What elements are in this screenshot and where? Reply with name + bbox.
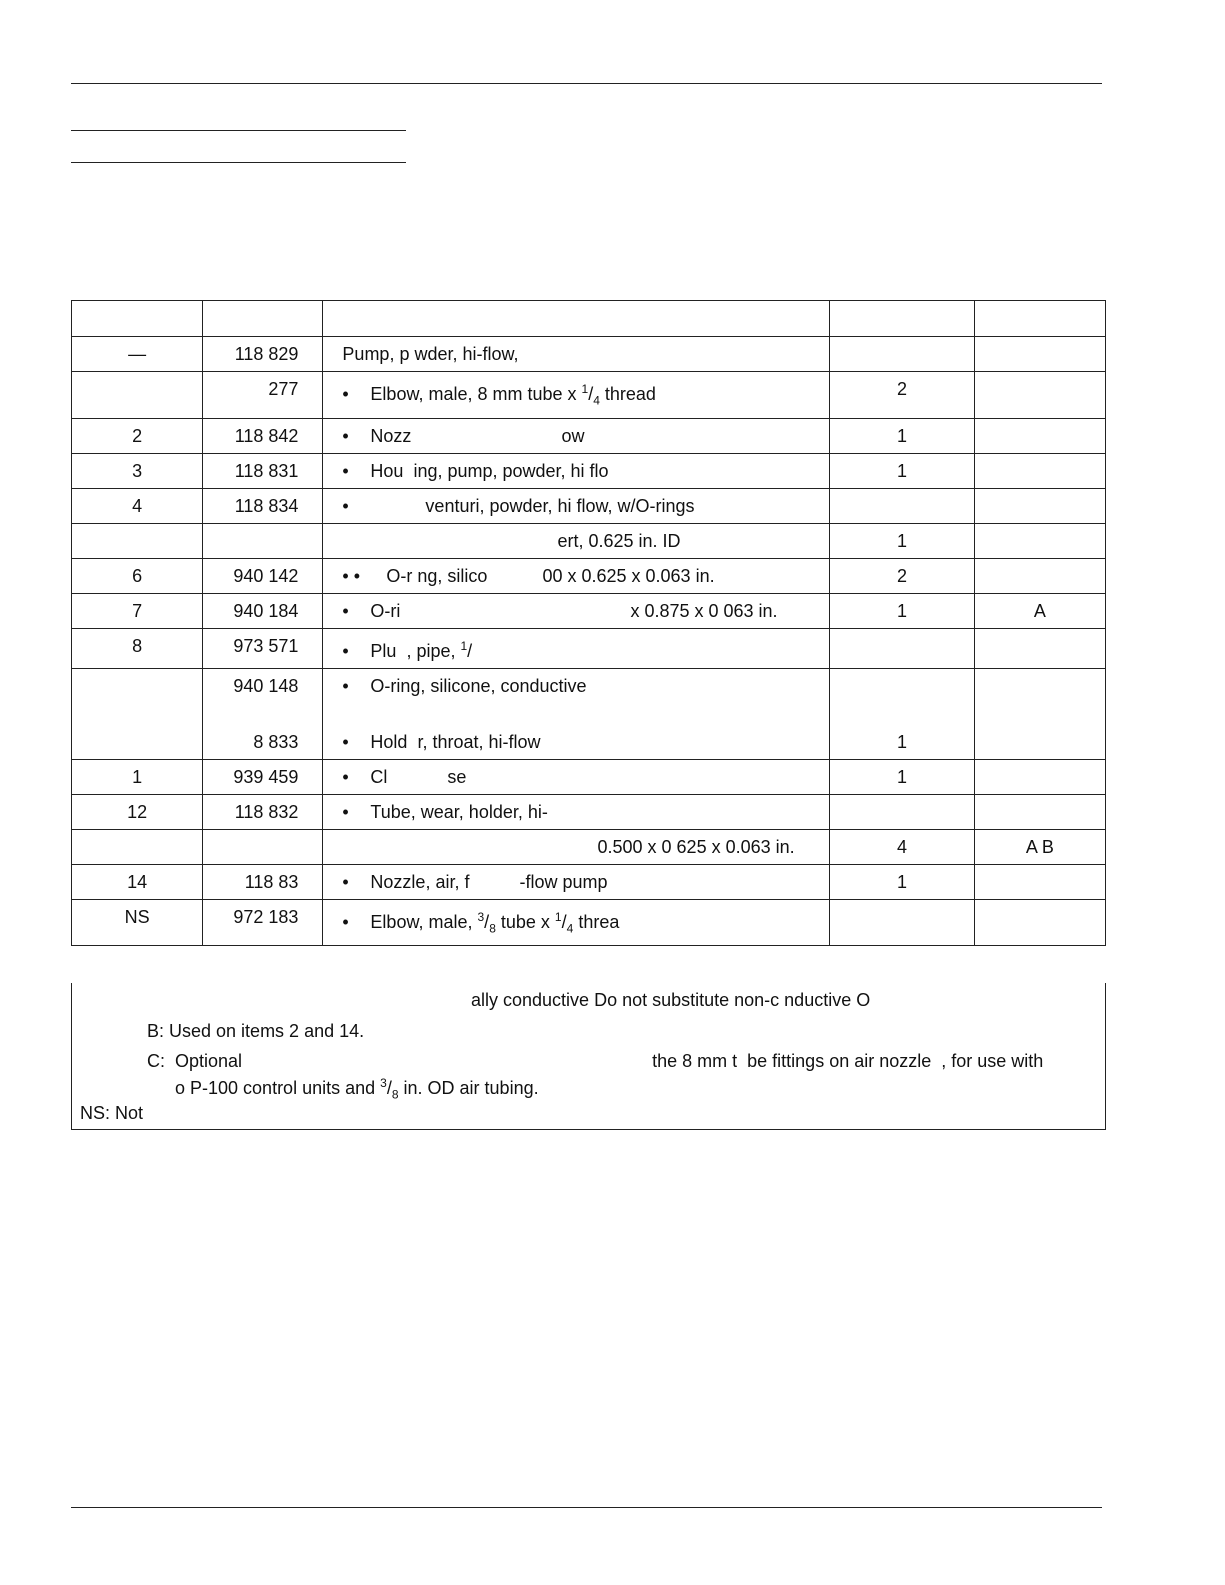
- description-text: 0.500 x 0 625 x 0.063 in.: [342, 836, 795, 857]
- note-ref: [974, 628, 1105, 668]
- table-row: [72, 558, 1106, 593]
- part-number: [203, 523, 323, 558]
- part-description: [323, 418, 830, 453]
- note-ref: [974, 453, 1105, 488]
- part-number: 277: [203, 372, 323, 419]
- part-description: [323, 794, 830, 829]
- table-row: [72, 725, 1106, 760]
- part-description: [323, 488, 830, 523]
- part-number: 940 142: [203, 558, 323, 593]
- item-number: 14: [72, 864, 203, 899]
- description-text: Cl se: [370, 766, 467, 787]
- part-description: [323, 899, 830, 946]
- note-ref: [974, 488, 1105, 523]
- part-number: [203, 829, 323, 864]
- item-number: 4: [72, 488, 203, 523]
- part-number: 8 833: [203, 725, 323, 760]
- description-text: Hold r, throat, hi-flow: [370, 731, 541, 752]
- bullet-icon: •: [342, 425, 349, 446]
- table-row: [72, 759, 1106, 794]
- note-ref: [974, 759, 1105, 794]
- double-bullet-icon: • •: [342, 565, 361, 586]
- item-number: 8: [72, 628, 203, 668]
- table-row: [72, 899, 1106, 946]
- item-number: [72, 725, 203, 760]
- part-number: 940 184: [203, 593, 323, 628]
- note-ref: [974, 794, 1105, 829]
- table-row: [72, 523, 1106, 558]
- table-row: [72, 593, 1106, 628]
- item-number: 7: [72, 593, 203, 628]
- note-ref: [974, 725, 1105, 760]
- part-description: [323, 864, 830, 899]
- description-text: O-ri x 0.875 x 0 063 in.: [370, 600, 778, 621]
- part-description: [323, 668, 830, 725]
- note-ref: [974, 864, 1105, 899]
- bullet-icon: •: [342, 460, 349, 481]
- table-row: [72, 337, 1106, 372]
- part-description: [323, 372, 830, 419]
- bullet-icon: •: [342, 766, 349, 787]
- part-number: 939 459: [203, 759, 323, 794]
- quantity: [830, 794, 974, 829]
- bullet-icon: •: [342, 801, 349, 822]
- header-item: [72, 301, 203, 337]
- bullet-icon: •: [342, 911, 349, 932]
- quantity: [830, 668, 974, 725]
- bullet-icon: •: [342, 600, 349, 621]
- item-number: 12: [72, 794, 203, 829]
- item-number: —: [72, 337, 203, 372]
- quantity: [830, 337, 974, 372]
- part-number: 118 842: [203, 418, 323, 453]
- table-row: [72, 829, 1106, 864]
- quantity: [830, 488, 974, 523]
- quantity: 4: [830, 829, 974, 864]
- item-number: [72, 668, 203, 725]
- quantity: 1: [830, 864, 974, 899]
- note-ref: A: [974, 593, 1105, 628]
- description-text: O-ring, silicone, conductive: [370, 675, 587, 696]
- quantity: 1: [830, 523, 974, 558]
- description-text: Tube, wear, holder, hi-: [370, 801, 548, 822]
- quantity: [830, 899, 974, 946]
- item-number: 1: [72, 759, 203, 794]
- description-text: Hou ing, pump, powder, hi flo: [370, 460, 609, 481]
- part-description: [323, 523, 830, 558]
- part-number: 118 829: [203, 337, 323, 372]
- table-notes: [71, 983, 1106, 1130]
- part-description: [323, 558, 830, 593]
- note-ref: [974, 372, 1105, 419]
- bullet-icon: •: [342, 675, 349, 696]
- item-number: 6: [72, 558, 203, 593]
- table-row: [72, 372, 1106, 419]
- table-header-row: [72, 301, 1106, 337]
- description-text: Pump, p wder, hi-flow,: [342, 344, 519, 364]
- item-number: [72, 829, 203, 864]
- header-note: [974, 301, 1105, 337]
- note-ref: [974, 558, 1105, 593]
- note-c: C: Optional the 8 mm t be fittings on air nozzle , for use with: [147, 1051, 1044, 1071]
- quantity: 2: [830, 372, 974, 419]
- note-c-continued: o P-100 control units and $^3/_8$ in. OD air tubing.: [175, 1076, 539, 1102]
- table-row: [72, 864, 1106, 899]
- description-text: Elbow, male, $^3/_8$ tube x $^1/_4$ threa: [370, 909, 620, 936]
- description-text: ert, 0.625 in. ID: [342, 530, 681, 551]
- quantity: 1: [830, 593, 974, 628]
- note-ref: [974, 899, 1105, 946]
- quantity: 1: [830, 418, 974, 453]
- quantity: 2: [830, 558, 974, 593]
- part-description: [323, 337, 830, 372]
- footer-rule: [71, 1507, 1102, 1508]
- table-row: [72, 453, 1106, 488]
- description-text: venturi, powder, hi flow, w/O-rings: [370, 495, 695, 516]
- bullet-icon: •: [342, 384, 349, 404]
- section-rule-upper: [71, 130, 406, 131]
- note-ref: A B: [974, 829, 1105, 864]
- description-text: O-r ng, silico 00 x 0.625 x 0.063 in.: [386, 565, 715, 586]
- parts-list-table: [71, 300, 1106, 946]
- item-number: 3: [72, 453, 203, 488]
- bullet-icon: •: [342, 640, 349, 661]
- quantity: [830, 628, 974, 668]
- description-text: Elbow, male, 8 mm tube x $^1/_4$ thread: [370, 382, 656, 408]
- bullet-icon: •: [342, 495, 349, 516]
- part-number: 973 571: [203, 628, 323, 668]
- part-description: [323, 593, 830, 628]
- part-description: [323, 725, 830, 760]
- note-ref: [974, 337, 1105, 372]
- note-ref: [974, 523, 1105, 558]
- header-rule: [71, 83, 1102, 84]
- item-number: 2: [72, 418, 203, 453]
- header-part: [203, 301, 323, 337]
- description-text: Nozz ow: [370, 425, 585, 446]
- quantity: 1: [830, 453, 974, 488]
- part-number: 118 83: [203, 864, 323, 899]
- part-description: [323, 453, 830, 488]
- part-description: [323, 628, 830, 668]
- table-row: [72, 668, 1106, 725]
- note-b: B: Used on items 2 and 14.: [147, 1021, 365, 1041]
- table-row: [72, 418, 1106, 453]
- table-row: [72, 628, 1106, 668]
- note-ns: NS: Not: [80, 1103, 144, 1123]
- note-ref: [974, 418, 1105, 453]
- table-row: [72, 488, 1106, 523]
- section-rule-lower: [71, 162, 406, 163]
- part-number: 940 148: [203, 668, 323, 725]
- part-description: [323, 829, 830, 864]
- description-text: Nozzle, air, f -flow pump: [370, 871, 608, 892]
- table-body: [72, 337, 1106, 946]
- item-number: [72, 523, 203, 558]
- part-number: 118 832: [203, 794, 323, 829]
- table-row: [72, 794, 1106, 829]
- part-number: 972 183: [203, 899, 323, 946]
- part-number: 118 834: [203, 488, 323, 523]
- header-description: [323, 301, 830, 337]
- item-number: [72, 372, 203, 419]
- bullet-icon: •: [342, 871, 349, 892]
- part-number: 118 831: [203, 453, 323, 488]
- quantity: 1: [830, 759, 974, 794]
- header-quantity: [830, 301, 974, 337]
- note-ref: [974, 668, 1105, 725]
- item-number: NS: [72, 899, 203, 946]
- quantity: 1: [830, 725, 974, 760]
- description-text: Plu , pipe, $^1$/: [370, 638, 473, 661]
- part-description: [323, 759, 830, 794]
- bullet-icon: •: [342, 731, 349, 752]
- note-a: ally conductive Do not substitute non-c nductive O: [471, 990, 871, 1010]
